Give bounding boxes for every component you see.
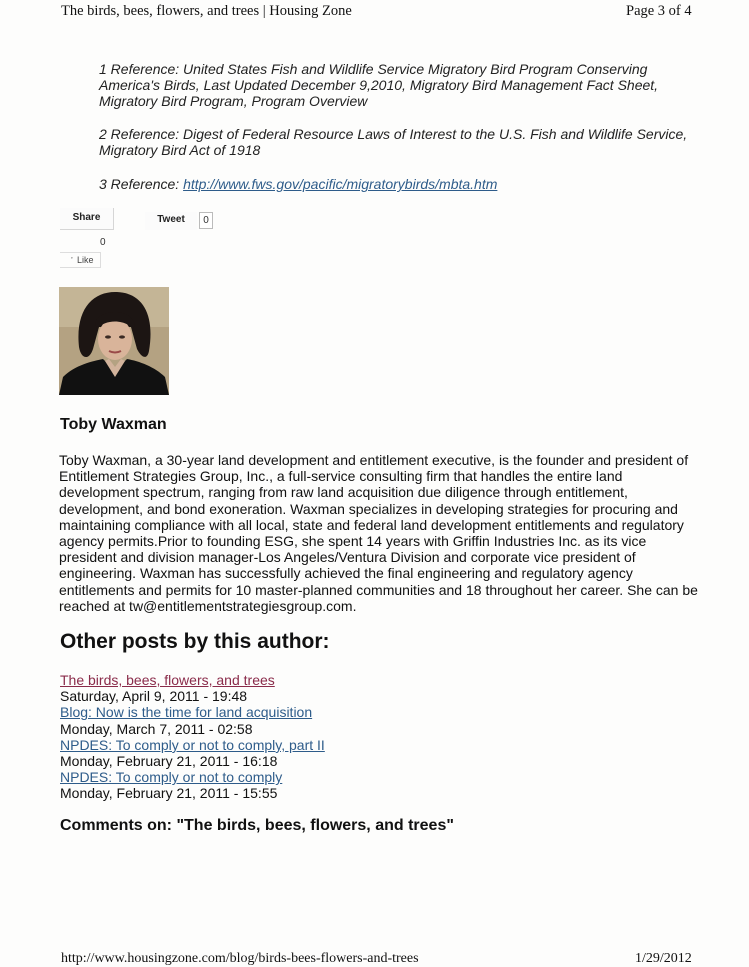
print-footer-url: http://www.housingzone.com/blog/birds-bees-flowers-and-trees (61, 951, 419, 966)
other-posts-list (60, 672, 560, 802)
post-link[interactable]: NPDES: To comply or not to comply (60, 769, 283, 786)
share-count: 0 (100, 237, 106, 248)
list-item (60, 769, 560, 801)
other-posts-heading: Other posts by this author: (60, 630, 330, 653)
like-icon: ’ (71, 256, 73, 265)
like-label: Like (77, 255, 94, 265)
list-item (60, 737, 560, 769)
print-header-title: The birds, bees, flowers, and trees | Housing Zone (61, 3, 352, 19)
post-link[interactable]: NPDES: To comply or not to comply, part II (60, 736, 325, 753)
post-link[interactable]: The birds, bees, flowers, and trees (60, 672, 275, 688)
reference-3-prefix: 3 Reference: (99, 176, 184, 192)
reference-3 (99, 176, 699, 192)
reference-2: 2 Reference: Digest of Federal Resource Laws of Interest to the U.S. Fish and Wildlife Service, Migratory Bird Act of 1918 (99, 126, 688, 158)
post-date: Saturday, April 9, 2011 - 19:48 (60, 688, 248, 705)
post-date: Monday, February 21, 2011 - 16:18 (60, 753, 278, 770)
reference-1: 1 Reference: United States Fish and Wildlife Service Migratory Bird Program Conserving America's Birds, Last Updated December 9,2010, Migratory Bird Management Fact Sheet, Migratory Bird Program, Program Overview (99, 61, 659, 109)
tweet-button[interactable]: Tweet (145, 212, 197, 230)
print-footer-date: 1/29/2012 (635, 951, 692, 966)
reference-3-link[interactable]: http://www.fws.gov/pacific/migratorybirds/mbta.htm (183, 176, 498, 192)
author-photo (59, 287, 169, 395)
share-button[interactable]: Share (60, 208, 114, 230)
like-button[interactable] (60, 252, 101, 268)
post-date: Monday, February 21, 2011 - 15:55 (60, 785, 278, 802)
print-header-page: Page 3 of 4 (626, 3, 692, 19)
author-portrait-image (59, 287, 169, 395)
author-bio: Toby Waxman, a 30-year land development and entitlement executive, is the founder and president of Entitlement Strategies Group, Inc., a full-service consulting firm that handles the entire land development spectrum, ranging from raw land acquisition due diligence through entitlement, development, and bond exoneration. Waxman specializes in developing strategies for procuring and maintaining compliance with all local, state and federal land development entitlements and regulatory agency permits.Prior to founding ESG, she spent 14 years with Griffin Industries Inc. as its vice president and division manager-Los Angeles/Ventura Division and corporate vice president of engineering. Waxman has successfully achieved the final engineering and regulatory agency entitlements and permits for 10 master-planned communities and 18 throughout her career. She can be reached at tw@entitlementstrategiesgroup.com. (59, 452, 698, 614)
list-item (60, 704, 560, 736)
tweet-count: 0 (199, 212, 213, 229)
list-item (60, 672, 560, 704)
comments-heading: Comments on: "The birds, bees, flowers, and trees" (60, 817, 454, 834)
author-name: Toby Waxman (60, 416, 167, 433)
post-date: Monday, March 7, 2011 - 02:58 (60, 720, 253, 737)
post-link[interactable]: Blog: Now is the time for land acquisition (60, 704, 313, 721)
